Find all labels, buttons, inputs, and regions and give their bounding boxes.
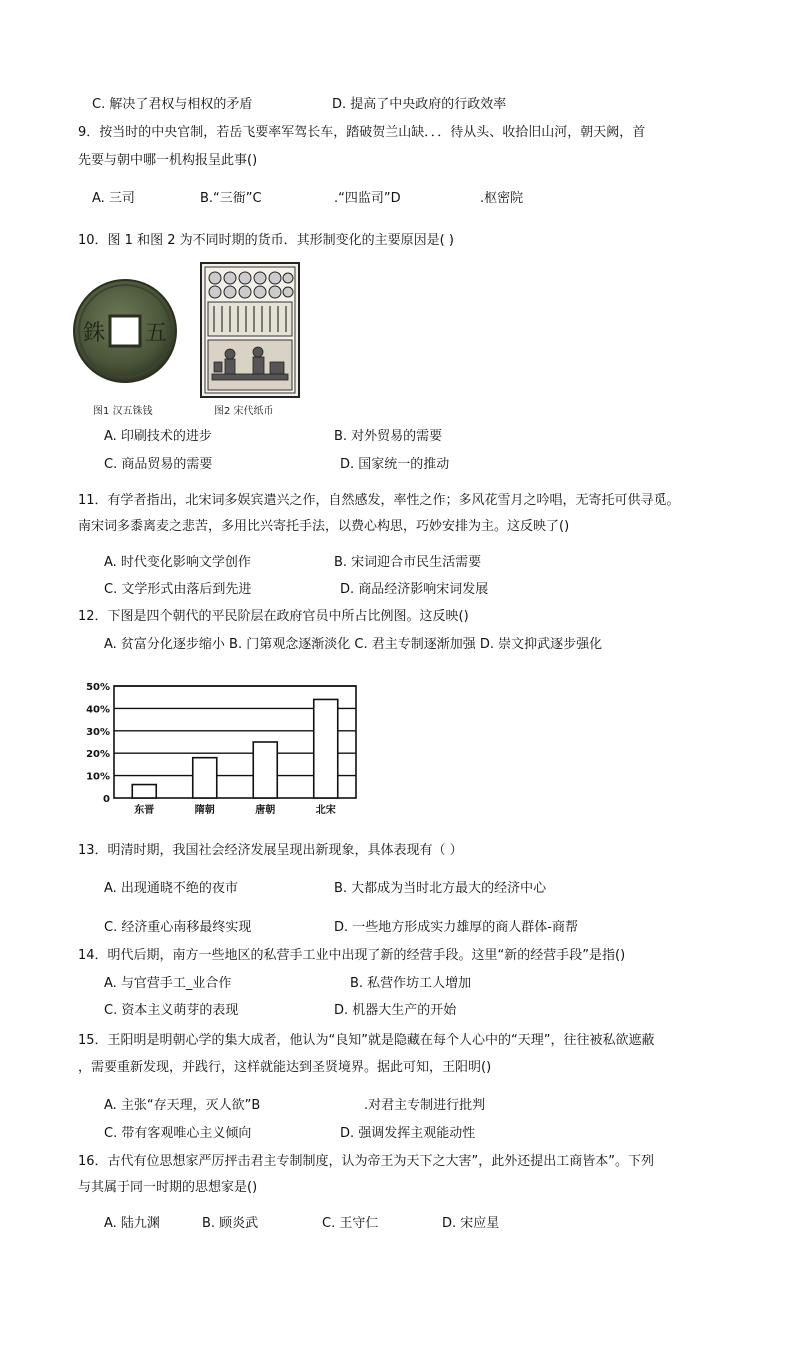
q8-option-d: D. 提高了中央政府的行政效率	[332, 97, 507, 112]
q12-stem: 12．下图是四个朝代的平民阶层在政府官员中所占比例图。这反映()	[78, 609, 469, 624]
q11-option-a: A. 时代变化影响文学创作	[104, 555, 251, 570]
q16-option-b: B. 顾炎武	[202, 1216, 259, 1231]
chart-bar	[132, 785, 156, 798]
q9-option-b: B.“三衙”C	[200, 191, 262, 206]
chart-y-tick-label: 30%	[86, 726, 110, 738]
q9-option-a: A. 三司	[92, 191, 135, 206]
q10-option-c: C. 商品贸易的需要	[104, 457, 213, 472]
q16-stem-line1: 16．古代有位思想家严厉抨击君主专制制度，认为帝王为天下之大害”，此外还提出工商皆本”。下列	[78, 1154, 655, 1169]
q12-options: A. 贫富分化逐步缩小 B. 门第观念逐渐淡化 C. 君主专制逐渐加强 D. 崇文抑武逐步强化	[104, 637, 603, 652]
q15-option-c: C. 带有客观唯心主义倾向	[104, 1126, 252, 1141]
chart-y-tick-label: 0	[103, 794, 110, 805]
q10-stem: 10．图 1 和图 2 为不同时期的货币．其形制变化的主要原因是( )	[78, 233, 454, 248]
q13-option-d: D. 一些地方形成实力雄厚的商人群体-商帮	[334, 920, 578, 935]
q13-option-b: B. 大都成为当时北方最大的经济中心	[334, 881, 547, 896]
q10-option-d: D. 国家统一的推动	[340, 457, 450, 472]
q14-stem: 14．明代后期，南方一些地区的私营手工业中出现了新的经营手段。这里“新的经营手段”是指()	[78, 948, 626, 963]
q14-option-b: B. 私营作坊工人增加	[350, 976, 472, 991]
q14-option-a: A. 与官营手工_业合作	[104, 976, 232, 991]
q8-option-c: C. 解决了君权与相权的矛盾	[92, 97, 253, 112]
han-coin-image	[72, 278, 178, 384]
q15-option-d: D. 强调发挥主观能动性	[340, 1126, 476, 1141]
q11-stem-line2: 南宋词多黍离麦之悲苦，多用比兴寄托手法，以费心构思，巧妙安排为主。这反映了()	[78, 519, 570, 534]
chart-x-tick-label: 北宋	[315, 805, 336, 816]
q11-option-d: D. 商品经济影响宋词发展	[340, 582, 489, 597]
q11-option-c: C. 文学形式由落后到先进	[104, 582, 252, 597]
figure2-caption: 图2 宋代纸币	[214, 406, 274, 417]
chart-x-tick-label: 东晋	[134, 805, 155, 816]
q15-option-b: .对君主专制进行批判	[364, 1098, 486, 1113]
chart-bar	[314, 699, 338, 798]
chart-y-tick-label: 20%	[86, 749, 110, 761]
chart-y-tick-label: 10%	[86, 771, 110, 783]
q14-option-d: D. 机器大生产的开始	[334, 1003, 457, 1018]
chart-x-tick-label: 隋朝	[194, 805, 215, 816]
q10-option-b: B. 对外贸易的需要	[334, 429, 443, 444]
q14-option-c: C. 资本主义萌芽的表现	[104, 1003, 239, 1018]
q9-stem-line1: 9．按当时的中央官制，若岳飞要率军驾长车，踏破贺兰山缺．．．待从头、收拾旧山河，朝天阙，首	[78, 125, 646, 140]
chart-bar	[193, 758, 217, 798]
q16-option-d: D. 宋应星	[442, 1216, 500, 1231]
q16-option-c: C. 王守仁	[322, 1216, 379, 1231]
coin-char-right: 五	[144, 321, 168, 346]
song-paper-money-image	[200, 262, 300, 398]
chart-bar	[253, 742, 277, 798]
chart-x-tick-label: 唐朝	[255, 805, 276, 816]
q9-option-c: .“四监司”D	[334, 191, 401, 206]
q11-stem-line1: 11．有学者指出，北宋词多娱宾遣兴之作，自然感发，率性之作；多风花雪月之吟唱，无寄托可供寻觅。	[78, 493, 680, 508]
coin-char-left: 銖	[82, 321, 106, 346]
q11-option-b: B. 宋词迎合市民生活需要	[334, 555, 482, 570]
q15-stem-line2: ，需要重新发现，并践行，这样就能达到圣贤境界。据此可知，王阳明()	[78, 1060, 492, 1075]
q15-stem-line1: 15．王阳明是明朝心学的集大成者，他认为“良知”就是隐藏在每个人心中的“天理”，往往被私欲遮蔽	[78, 1033, 655, 1048]
q15-option-a: A. 主张“存天理，灭人欲”B	[104, 1098, 261, 1113]
q10-option-a: A. 印刷技术的进步	[104, 429, 212, 444]
figure1-caption: 图1 汉五铢钱	[93, 406, 153, 417]
chart-y-tick-label: 40%	[86, 704, 110, 716]
q16-option-a: A. 陆九渊	[104, 1216, 160, 1231]
q16-stem-line2: 与其属于同一时期的思想家是()	[78, 1180, 258, 1195]
q9-option-d: .枢密院	[480, 191, 524, 206]
q13-option-a: A. 出现通晓不绝的夜市	[104, 881, 238, 896]
officials-ratio-chart	[80, 676, 370, 822]
q9-stem-line2: 先要与朝中哪一机构报呈此事()	[78, 153, 258, 168]
q13-stem: 13．明清时期，我国社会经济发展呈现出新现象，具体表现有（ ）	[78, 843, 463, 858]
chart-y-tick-label: 50%	[86, 682, 110, 693]
q13-option-c: C. 经济重心南移最终实现	[104, 920, 252, 935]
